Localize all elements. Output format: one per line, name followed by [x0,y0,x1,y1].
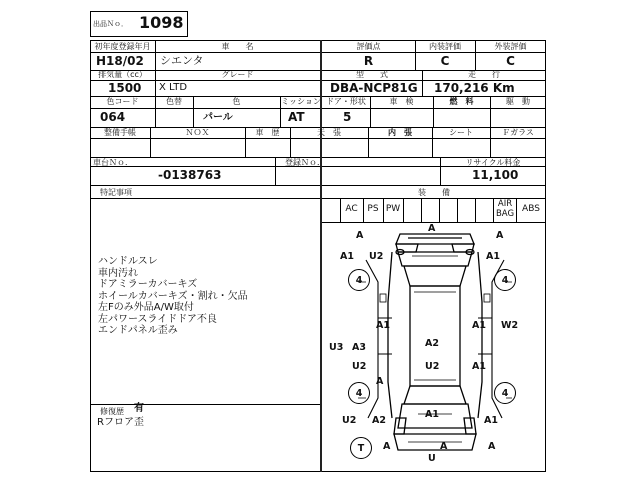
damage-code: U2 [352,361,367,372]
damage-code: A2 [372,415,386,426]
glass-label: Ｆガラス [502,128,534,137]
model-value: DBA-NCP81G [330,81,418,95]
drive-label: 駆 動 [506,97,530,106]
grid-line [155,40,156,127]
reg-no-label: 登録Ｎｏ． [285,158,325,167]
damage-code: A1 [425,409,439,420]
repair-history-value: 有 [134,403,144,414]
damage-code: U2 [425,361,440,372]
model-label: 型 式 [356,70,388,79]
damage-code: U [428,453,436,464]
remark-item: 左パワースライドドア不良 [98,313,217,325]
displacement-label: 排気量（cc） [98,70,147,79]
interior-value: C [440,54,450,68]
damage-code: A [488,441,496,452]
repair-note: Rフロア歪 [97,417,144,428]
lot-number: 1098 [139,13,184,32]
doors-value: 5 [343,110,352,124]
damage-code: A1 [472,320,486,331]
equipment-grid [322,198,546,222]
remark-item: ホイールカバーキズ・割れ・欠品 [98,290,248,302]
damage-code: A [376,376,384,387]
damage-code: A [496,230,504,241]
grid-line [275,157,276,185]
wheel-rear-right: 4 [494,382,516,404]
score-value: R [363,54,374,68]
damage-code: U2 [369,251,384,262]
car-name-label: 車 名 [221,42,254,51]
equipment-abs: ABS [522,204,540,214]
mileage-label: 走 行 [468,70,500,79]
score-label: 評価点 [356,42,381,51]
grid-line [90,404,320,405]
color-value: パール [203,112,233,123]
damage-code: A1 [376,320,390,331]
remark-item: ハンドルスレ [98,256,158,267]
lot-number-label: 出品Ｎｏ． [93,20,128,28]
damage-code: A [428,223,436,234]
damage-code: A1 [472,361,486,372]
interior-trim-label: 内 張 [388,128,412,137]
damage-code: A [356,230,364,241]
displacement-value: 1500 [108,81,142,95]
tire-spare: T [350,437,372,459]
chassis-label: 車台Ｎｏ． [93,158,133,167]
recycle-value: 11,100 [472,168,519,182]
remarks-list [98,256,248,337]
damage-code: A1 [340,251,354,262]
grade-value: X LTD [159,82,188,93]
remarks-label: 特記事項 [100,188,132,197]
remark-item: 車内汚れ [98,267,138,279]
damage-code: A1 [484,415,498,426]
color-family-label: 色替 [166,97,182,106]
remark-item: 左Fのみ外品A/W取付 [98,302,194,313]
equipment-pw: PW [385,204,401,214]
chassis-value: -0138763 [158,168,222,182]
mission-label: ミッション [281,97,321,106]
seat-label: シート [449,128,473,137]
mileage-value: 170,216 Km [434,81,515,95]
maintenance-label: 整備手帳 [104,128,136,137]
remark-item: ドアミラーカバーキズ [98,279,198,290]
damage-code: W2 [501,320,519,331]
nox-label: ＮＯＸ [185,128,210,137]
car-name-value: シエンタ [160,54,204,67]
interior-label: 内装評価 [429,42,461,51]
grid-line [90,108,546,109]
exterior-label: 外装評価 [494,42,527,51]
damage-code: A2 [425,338,439,349]
remark-item: エンドパネル歪み [98,325,178,336]
repair-history-label: 修復歴 [100,407,124,416]
damage-code: A [383,441,391,452]
wheel-front-right: 4 [494,269,516,291]
exterior-value: C [506,54,515,68]
color-label: 色 [232,97,241,106]
equipment-airbag: AIR BAG [495,199,515,219]
equipment-label: 装 備 [418,188,450,197]
wheel-rear-left: 4 [348,382,370,404]
inspection-label: 車 検 [389,97,414,106]
color-code-label: 色コード [106,97,139,106]
damage-code: A [440,441,448,452]
sunroof-label: 天 張 [317,128,341,137]
mission-value: AT [288,110,305,124]
recycle-label: リサイクル料金 [465,158,521,167]
damage-code: U3 [329,342,344,353]
damage-code: A1 [486,251,500,262]
first-reg-value: H18/02 [96,54,144,68]
color-code-value: 064 [100,110,126,124]
grade-label: グレード [221,70,254,79]
doors-label: ドア・形状 [326,97,366,106]
equipment-ac: AC [345,204,358,214]
damage-code: U2 [342,415,357,426]
history-label: 車 歴 [255,128,280,137]
wheel-front-left: 4 [348,269,370,291]
damage-code: A3 [352,342,366,353]
equipment-ps: PS [367,204,379,214]
first-reg-label: 初年度登録年月 [94,42,151,51]
fuel-label: 燃 料 [449,97,474,106]
